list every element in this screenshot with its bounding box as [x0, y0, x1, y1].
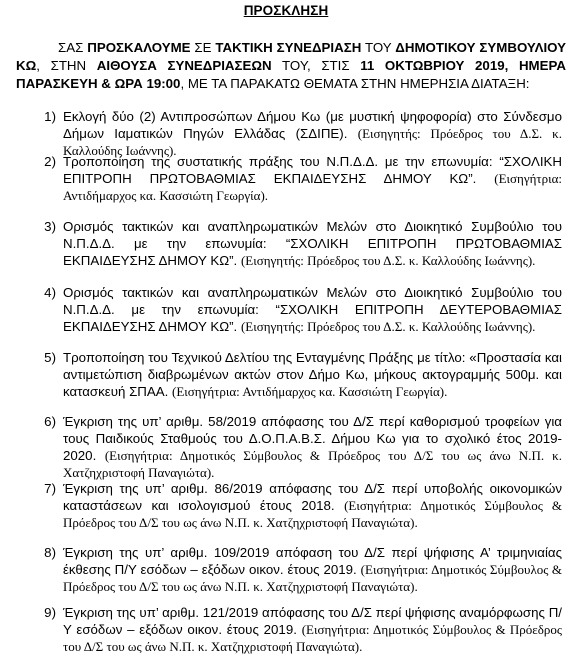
agenda-item-rapporteur: (Εισηγητής: Πρόεδρος του Δ.Σ. κ. Καλλούδης Ιωάννης). — [240, 253, 536, 268]
intro-text: ΣΑΣ — [58, 40, 88, 55]
intro-bold: ΑΙΘΟΥΣΑ ΣΥΝΕΔΡΙΑΣΕΩΝ — [96, 58, 272, 73]
agenda-item-body: Εκλογή δύο (2) Αντιπροσώπων Δήμου Κω (με μυστική ψηφοφορία) στο Σύνδεσμο Δήμων Ιαματικών Πηγών Ελλάδας (ΣΔΙΠΕ). — [63, 109, 562, 141]
agenda-item-number: 5) — [44, 350, 56, 365]
agenda-item — [0, 480, 572, 544]
agenda-item-body: Έγκριση της υπ’ αριθμ. 58/2019 απόφασης του Δ/Σ περί καθορισμού τροφείων για τους Παιδικούς Σταθμούς του Δ.Ο.Π.Α.Β.Σ. Δήμου Κω για το σχολικό έτος 2019-2020. — [63, 414, 562, 463]
agenda-item-body: Έγκριση της υπ’ αριθμ. 86/2019 απόφασης του Δ/Σ περί υποβολής οικονομικών καταστάσεων και ισολογισμού έτους 2018. — [63, 481, 562, 513]
intro-text: , ΣΤΗΝ — [36, 58, 97, 73]
agenda-item-number: 6) — [44, 414, 56, 429]
document-title: ΠΡΟΣΚΛΗΣΗ — [243, 3, 329, 18]
agenda-item-body: Ορισμός τακτικών και αναπληρωματικών Μελών στο Διοικητικό Συμβούλιο του Ν.Π.Δ.Δ. με την επωνυμία: “ΣΧΟΛΙΚΗ ΕΠΙΤΡΟΠΗ ΔΕΥΤΕΡΟΒΑΘΜΙΑΣ ΕΚΠΑΙΔΕΥΣΗΣ ΔΗΜΟΥ ΚΩ”. — [63, 285, 562, 334]
agenda-list — [0, 108, 572, 654]
agenda-item-number: 3) — [44, 219, 56, 234]
agenda-item — [0, 218, 572, 284]
intro-bold: ΤΑΚΤΙΚΗ ΣΥΝΕΔΡΙΑΣΗ — [215, 40, 362, 55]
agenda-item-text — [63, 480, 562, 531]
agenda-item — [0, 349, 572, 413]
agenda-item-text — [63, 284, 562, 335]
agenda-item-text — [63, 218, 562, 269]
agenda-item — [0, 284, 572, 349]
agenda-item-rapporteur: (Εισηγητής: Πρόεδρος του Δ.Σ. κ. Καλλούδης Ιωάννης). — [63, 126, 562, 158]
agenda-item-text — [63, 153, 562, 204]
intro-bold: ΔΗΜΟΤΙΚΟΥ ΣΥΜΒΟΥΛΙΟΥ ΚΩ — [16, 40, 566, 73]
agenda-item — [0, 544, 572, 604]
intro-bold: 11 ΟΚΤΩΒΡΙΟΥ 2019, ΗΜΕΡΑ ΠΑΡΑΣΚΕΥΗ & ΩΡΑ 19:00 — [16, 58, 566, 91]
agenda-item-body: Τροποποίηση της συστατικής πράξης του Ν.Π.Δ.Δ. με την επωνυμία: “ΣΧΟΛΙΚΗ ΕΠΙΤΡΟΠΗ ΠΡΩΤΟΒΑΘΜΙΑΣ ΕΚΠΑΙΔΕΥΣΗΣ ΔΗΜΟΥ ΚΩ”. — [63, 154, 562, 186]
agenda-item-text — [63, 544, 562, 595]
agenda-item-number: 2) — [44, 154, 56, 169]
agenda-item-rapporteur: (Εισηγήτρια: Δημοτικός Σύμβουλος & Πρόεδρος του Δ/Σ του ως άνω Ν.Π. κ. Χατζηχριστοφή Παναγιώτα). — [63, 562, 562, 594]
agenda-item — [0, 153, 572, 218]
agenda-item-number: 1) — [44, 109, 56, 124]
agenda-item-body: Ορισμός τακτικών και αναπληρωματικών Μελών στο Διοικητικό Συμβούλιο του Ν.Π.Δ.Δ. με την επωνυμία: “ΣΧΟΛΙΚΗ ΕΠΙΤΡΟΠΗ ΠΡΩΤΟΒΑΘΜΙΑΣ ΕΚΠΑΙΔΕΥΣΗΣ ΔΗΜΟΥ ΚΩ”. — [63, 219, 562, 268]
agenda-item-rapporteur: (Εισηγητής: Πρόεδρος του Δ.Σ. κ. Καλλούδης Ιωάννης). — [240, 319, 536, 334]
intro-text: ΤΟΥ, ΣΤΙΣ — [271, 58, 361, 73]
agenda-item-number: 8) — [44, 545, 56, 560]
agenda-item-rapporteur: (Εισηγήτρια: Αντιδήμαρχος κα. Κασσιώτη Γεωργία). — [172, 384, 448, 399]
agenda-item — [0, 108, 572, 158]
agenda-item-rapporteur: (Εισηγήτρια: Δημοτικός Σύμβουλος & Πρόεδρος του Δ/Σ του ως άνω Ν.Π. κ. Χατζηχριστοφή Παναγιώτα). — [63, 448, 562, 480]
agenda-item-number: 7) — [44, 481, 56, 496]
agenda-item-rapporteur: (Εισηγήτρια: Δημοτικός Σύμβουλος & Πρόεδρος του Δ/Σ του ως άνω Ν.Π. κ. Χατζηχριστοφή Παναγιώτα). — [63, 622, 562, 654]
agenda-item-text — [63, 349, 562, 400]
agenda-item-body: Έγκριση της υπ’ αριθμ. 109/2019 απόφαση του Δ/Σ περί ψήφισης Α’ τριμηνιαίας έκθεσης Π/Υ εσόδων – εξόδων οικον. έτους 2019. — [63, 545, 562, 577]
agenda-item-number: 4) — [44, 285, 56, 300]
agenda-item-number: 9) — [44, 605, 56, 620]
agenda-item-rapporteur: (Εισηγήτρια: Αντιδήμαρχος κα. Κασσιώτη Γεωργία). — [63, 171, 562, 203]
agenda-item-text — [63, 604, 562, 655]
agenda-item-rapporteur: (Εισηγήτρια: Δημοτικός Σύμβουλος & Πρόεδρος του Δ/Σ του ως άνω Ν.Π. κ. Χατζηχριστοφή Παναγιώτα). — [63, 498, 562, 530]
intro-text: ΣΕ — [190, 40, 216, 55]
intro-bold: ΠΡΟΣΚΑΛΟΥΜΕ — [87, 40, 191, 55]
agenda-item-text — [63, 108, 562, 159]
agenda-item — [0, 413, 572, 480]
invitation-paragraph — [16, 39, 566, 93]
agenda-item — [0, 604, 572, 654]
agenda-item-text — [63, 413, 562, 481]
intro-text: ΤΟΥ — [361, 40, 396, 55]
intro-text: , ΜΕ ΤΑ ΠΑΡΑΚΑΤΩ ΘΕΜΑΤΑ ΣΤΗΝ ΗΜΕΡΗΣΙΑ ΔΙΑΤΑΞΗ: — [180, 76, 530, 91]
agenda-item-body: Τροποποίηση του Τεχνικού Δελτίου της Ενταγμένης Πράξης με τίτλο: «Προστασία και αντιμετώπιση διαβρωμένων ακτών στον Δήμο Κω, μήκους ακτογραμμής 500μ. και κατασκευή ΣΠΑΑ. — [63, 350, 562, 399]
agenda-item-body: Έγκριση της υπ’ αριθμ. 121/2019 απόφασης του Δ/Σ περί ψήφισης αναμόρφωσης Π/Υ εσόδων – εξόδων οικον. έτους 2019. — [63, 605, 562, 637]
